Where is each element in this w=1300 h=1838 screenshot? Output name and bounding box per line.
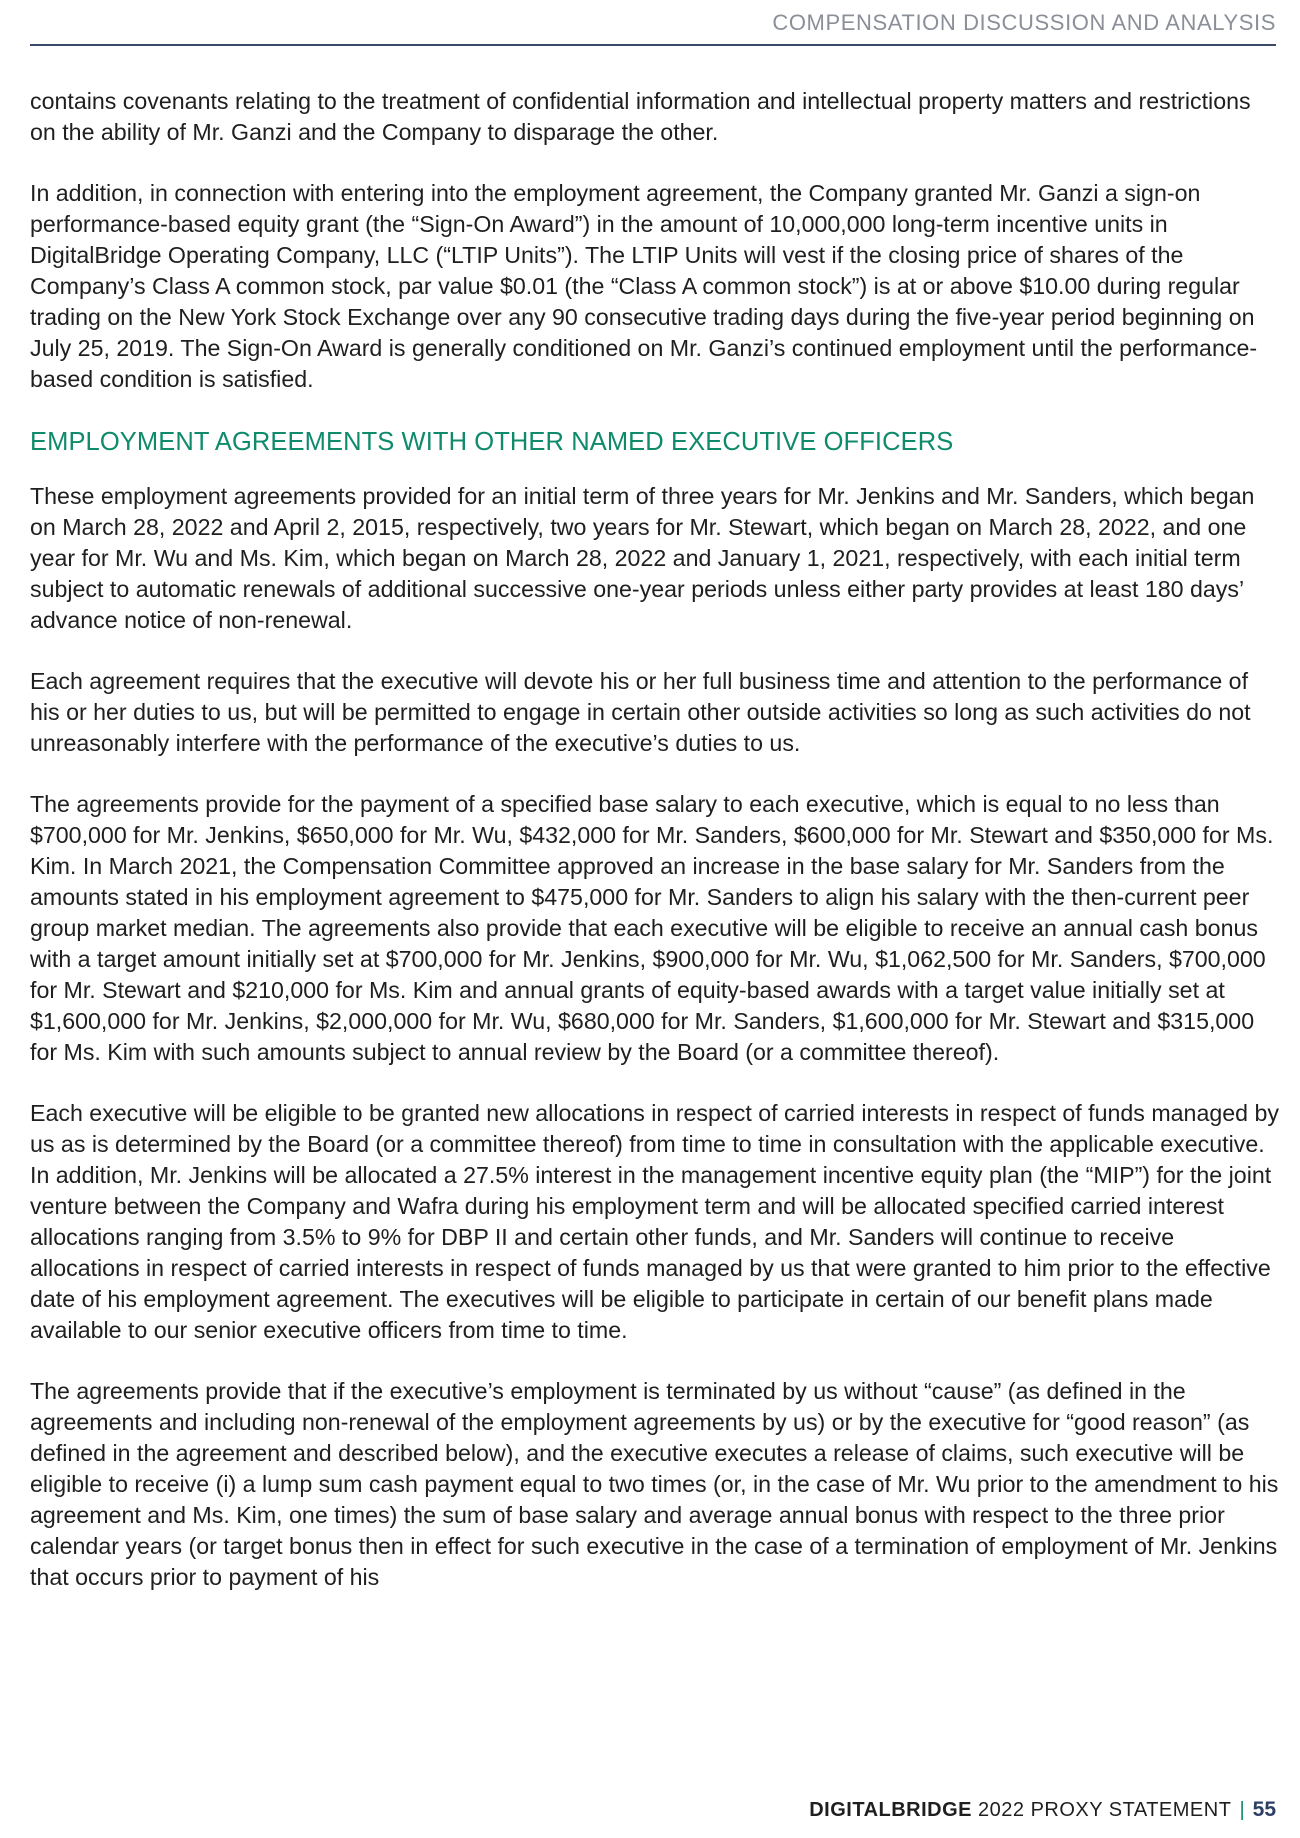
paragraph-base-salary-bonus: The agreements provide for the payment of a specified base salary to each executive, which is equal to no less than $700,000 for Mr. Jenkins, $650,000 for Mr. Wu, $432,000 for Mr. Sanders, $600,000 for Mr. Stewart and $350,000 for Ms. Kim. In March 2021, the Compensation Committee approved an increase in the base salary for Mr. Sanders from the amounts stated in his employment agreement to $475,000 for Mr. Sanders to align his salary with the then-current peer group market median. The agreements also provide that each executive will be eligible to receive an annual cash bonus with a target amount initially set at $700,000 for Mr. Jenkins, $900,000 for Mr. Wu, $1,062,500 for Mr. Sanders, $700,000 for Mr. Stewart and $210,000 for Ms. Kim and annual grants of equity-based awards with a target value initially set at $1,600,000 for Mr. Jenkins, $2,000,000 for Mr. Wu, $680,000 for Mr. Sanders, $1,600,000 for Mr. Stewart and $315,000 for Ms. Kim with such amounts subject to annual review by the Board (or a committee thereof).: [30, 791, 1274, 1065]
paragraph-business-time: Each agreement requires that the executive will devote his or her full business time and attention to the performance of his or her duties to us, but will be permitted to engage in certain other outside activities so long as such activities do not unreasonably interfere with the performance of the executive’s duties to us.: [30, 668, 1251, 756]
footer-separator: |: [1239, 1799, 1245, 1821]
footer-document-title: 2022 PROXY STATEMENT: [978, 1799, 1232, 1821]
page-footer: [809, 1798, 1276, 1822]
footer-brand: DIGITALBRIDGE: [809, 1799, 973, 1821]
page-number: 55: [1252, 1798, 1276, 1821]
running-head: COMPENSATION DISCUSSION AND ANALYSIS: [772, 10, 1276, 35]
paragraph-sign-on-award: In addition, in connection with entering into the employment agreement, the Company granted Mr. Ganzi a sign-on performance-based equity grant (the “Sign-On Award”) in the amount of 10,000,000 long-term incentive units in DigitalBridge Operating Company, LLC (“LTIP Units”). The LTIP Units will vest if the closing price of shares of the Company’s Class A common stock, par value $0.01 (the “Class A common stock”) is at or above $10.00 during regular trading on the New York Stock Exchange over any 90 consecutive trading days during the five-year period beginning on July 25, 2019. The Sign-On Award is generally conditioned on Mr. Ganzi’s continued employment until the performance-based condition is satisfied.: [30, 180, 1258, 392]
section-heading-employment-agreements: EMPLOYMENT AGREEMENTS WITH OTHER NAMED EXECUTIVE OFFICERS: [30, 428, 954, 456]
paragraph-carried-interests: Each executive will be eligible to be granted new allocations in respect of carried interests in respect of funds managed by us as is determined by the Board (or a committee thereof) from time to time in consultation with the applicable executive. In addition, Mr. Jenkins will be allocated a 27.5% interest in the management incentive equity plan (the “MIP”) for the joint venture between the Company and Wafra during his employment term and will be allocated specified carried interest allocations ranging from 3.5% to 9% for DBP II and certain other funds, and Mr. Sanders will continue to receive allocations in respect of carried interests in respect of funds managed by us that were granted to him prior to the effective date of his employment agreement. The executives will be eligible to participate in certain of our benefit plans made available to our senior executive officers from time to time.: [30, 1100, 1279, 1343]
paragraph-ganzi-covenants: contains covenants relating to the treatment of confidential information and intellectual property matters and restrictions on the ability of Mr. Ganzi and the Company to disparage the other.: [30, 88, 1251, 145]
document-body: [30, 86, 1280, 1623]
page-header: [30, 0, 1276, 46]
paragraph-initial-terms: These employment agreements provided for an initial term of three years for Mr. Jenkins and Mr. Sanders, which began on March 28, 2022 and April 2, 2015, respectively, two years for Mr. Stewart, which began on March 28, 2022, and one year for Mr. Wu and Ms. Kim, which began on March 28, 2022 and January 1, 2021, respectively, with each initial term subject to automatic renewals of additional successive one-year periods unless either party provides at least 180 days’ advance notice of non-renewal.: [30, 483, 1255, 633]
paragraph-termination: The agreements provide that if the executive’s employment is terminated by us without “cause” (as defined in the agreements and including non-renewal of the employment agreements by us) or by the executive for “good reason” (as defined in the agreement and described below), and the executive executes a release of claims, such executive will be eligible to receive (i) a lump sum cash payment equal to two times (or, in the case of Mr. Wu prior to the amendment to his agreement and Ms. Kim, one times) the sum of base salary and average annual bonus with respect to the three prior calendar years (or target bonus then in effect for such executive in the case of a termination of employment of Mr. Jenkins that occurs prior to payment of his: [30, 1378, 1279, 1590]
